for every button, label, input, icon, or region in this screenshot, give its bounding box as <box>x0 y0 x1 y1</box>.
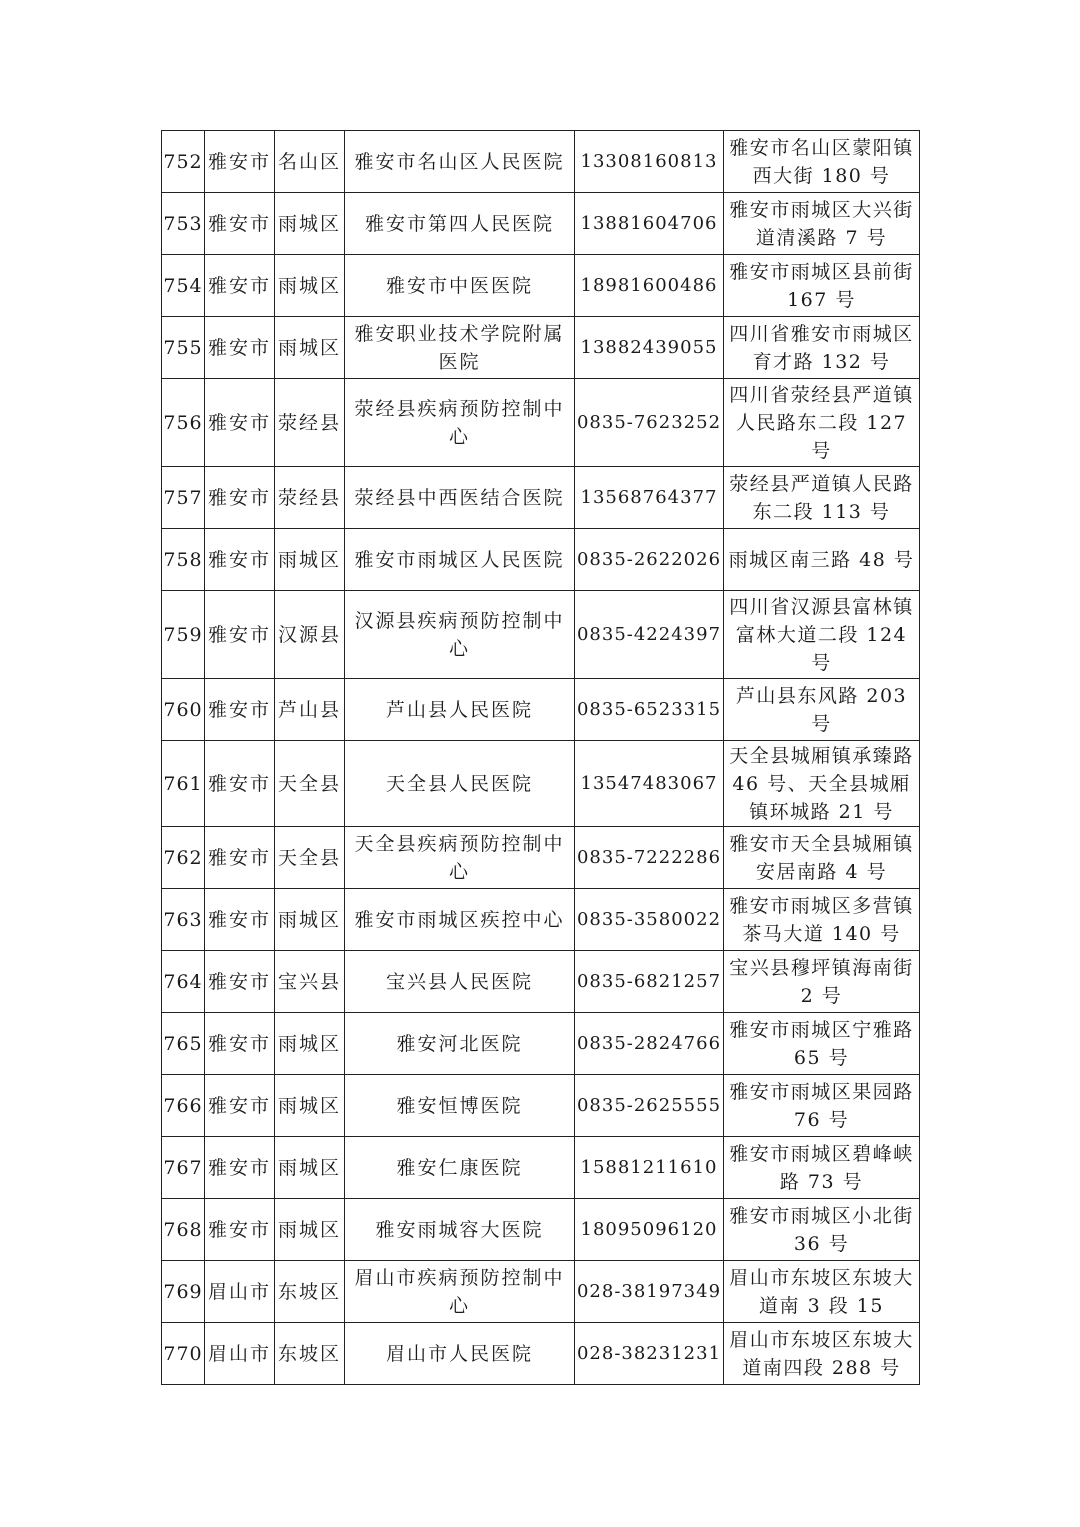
phone-number: 028-38231231 <box>575 1323 724 1385</box>
table-row <box>162 1013 920 1075</box>
table-row <box>162 193 920 255</box>
district-cell: 雨城区 <box>275 1013 345 1075</box>
row-number: 761 <box>162 741 205 827</box>
address-cell: 芦山县东风路 203 号 <box>724 679 920 741</box>
table-row <box>162 679 920 741</box>
institution-name: 眉山市人民医院 <box>345 1323 575 1385</box>
table-row <box>162 1261 920 1323</box>
city-cell: 雅安市 <box>205 679 275 741</box>
district-cell: 宝兴县 <box>275 951 345 1013</box>
phone-number: 13308160813 <box>575 131 724 193</box>
district-cell: 名山区 <box>275 131 345 193</box>
address-cell: 四川省荥经县严道镇人民路东二段 127 号 <box>724 379 920 467</box>
phone-number: 18095096120 <box>575 1199 724 1261</box>
address-cell: 雅安市雨城区县前街 167 号 <box>724 255 920 317</box>
address-cell: 荥经县严道镇人民路东二段 113 号 <box>724 467 920 529</box>
address-cell: 宝兴县穆坪镇海南街 2 号 <box>724 951 920 1013</box>
city-cell: 雅安市 <box>205 1137 275 1199</box>
phone-number: 0835-2625555 <box>575 1075 724 1137</box>
city-cell: 雅安市 <box>205 379 275 467</box>
row-number: 759 <box>162 591 205 679</box>
district-cell: 天全县 <box>275 827 345 889</box>
table-row <box>162 889 920 951</box>
city-cell: 眉山市 <box>205 1261 275 1323</box>
city-cell: 雅安市 <box>205 889 275 951</box>
institution-name: 雅安仁康医院 <box>345 1137 575 1199</box>
table-row <box>162 529 920 591</box>
city-cell: 雅安市 <box>205 529 275 591</box>
district-cell: 荥经县 <box>275 467 345 529</box>
phone-number: 0835-2622026 <box>575 529 724 591</box>
district-cell: 雨城区 <box>275 1075 345 1137</box>
institution-table <box>161 130 920 1385</box>
phone-number: 13547483067 <box>575 741 724 827</box>
phone-number: 0835-3580022 <box>575 889 724 951</box>
district-cell: 雨城区 <box>275 1137 345 1199</box>
row-number: 758 <box>162 529 205 591</box>
institution-name: 眉山市疾病预防控制中心 <box>345 1261 575 1323</box>
address-cell: 雅安市雨城区宁雅路 65 号 <box>724 1013 920 1075</box>
institution-name: 宝兴县人民医院 <box>345 951 575 1013</box>
address-cell: 雅安市雨城区多营镇茶马大道 140 号 <box>724 889 920 951</box>
institution-name: 雅安市雨城区疾控中心 <box>345 889 575 951</box>
table-row <box>162 741 920 827</box>
city-cell: 雅安市 <box>205 317 275 379</box>
city-cell: 雅安市 <box>205 1075 275 1137</box>
institution-name: 雅安市名山区人民医院 <box>345 131 575 193</box>
institution-name: 天全县人民医院 <box>345 741 575 827</box>
row-number: 754 <box>162 255 205 317</box>
row-number: 753 <box>162 193 205 255</box>
district-cell: 雨城区 <box>275 255 345 317</box>
address-cell: 天全县城厢镇承臻路 46 号、天全县城厢镇环城路 21 号 <box>724 741 920 827</box>
phone-number: 0835-6821257 <box>575 951 724 1013</box>
row-number: 762 <box>162 827 205 889</box>
table-row <box>162 379 920 467</box>
city-cell: 雅安市 <box>205 741 275 827</box>
table-row <box>162 1137 920 1199</box>
row-number: 770 <box>162 1323 205 1385</box>
district-cell: 荥经县 <box>275 379 345 467</box>
row-number: 763 <box>162 889 205 951</box>
institution-name: 雅安市第四人民医院 <box>345 193 575 255</box>
row-number: 760 <box>162 679 205 741</box>
row-number: 765 <box>162 1013 205 1075</box>
city-cell: 雅安市 <box>205 131 275 193</box>
table-row <box>162 131 920 193</box>
table-row <box>162 951 920 1013</box>
table-row <box>162 1075 920 1137</box>
phone-number: 028-38197349 <box>575 1261 724 1323</box>
phone-number: 13882439055 <box>575 317 724 379</box>
phone-number: 15881211610 <box>575 1137 724 1199</box>
district-cell: 雨城区 <box>275 317 345 379</box>
phone-number: 0835-2824766 <box>575 1013 724 1075</box>
district-cell: 雨城区 <box>275 889 345 951</box>
institution-name: 天全县疾病预防控制中心 <box>345 827 575 889</box>
table-row <box>162 827 920 889</box>
city-cell: 雅安市 <box>205 1013 275 1075</box>
city-cell: 雅安市 <box>205 467 275 529</box>
address-cell: 雅安市雨城区碧峰峡路 73 号 <box>724 1137 920 1199</box>
row-number: 767 <box>162 1137 205 1199</box>
table-row <box>162 591 920 679</box>
address-cell: 四川省汉源县富林镇富林大道二段 124 号 <box>724 591 920 679</box>
row-number: 764 <box>162 951 205 1013</box>
city-cell: 雅安市 <box>205 591 275 679</box>
city-cell: 雅安市 <box>205 951 275 1013</box>
district-cell: 雨城区 <box>275 529 345 591</box>
institution-name: 雅安市雨城区人民医院 <box>345 529 575 591</box>
phone-number: 0835-6523315 <box>575 679 724 741</box>
institution-name: 荥经县中西医结合医院 <box>345 467 575 529</box>
row-number: 752 <box>162 131 205 193</box>
institution-name: 荥经县疾病预防控制中心 <box>345 379 575 467</box>
address-cell: 雅安市雨城区果园路 76 号 <box>724 1075 920 1137</box>
city-cell: 雅安市 <box>205 827 275 889</box>
address-cell: 眉山市东坡区东坡大道南四段 288 号 <box>724 1323 920 1385</box>
institution-name: 汉源县疾病预防控制中心 <box>345 591 575 679</box>
institution-name: 雅安恒博医院 <box>345 1075 575 1137</box>
institution-name: 雅安职业技术学院附属医院 <box>345 317 575 379</box>
district-cell: 雨城区 <box>275 1199 345 1261</box>
city-cell: 雅安市 <box>205 193 275 255</box>
table-row <box>162 255 920 317</box>
address-cell: 雅安市名山区蒙阳镇西大街 180 号 <box>724 131 920 193</box>
phone-number: 13568764377 <box>575 467 724 529</box>
row-number: 766 <box>162 1075 205 1137</box>
institution-name: 雅安市中医医院 <box>345 255 575 317</box>
row-number: 755 <box>162 317 205 379</box>
district-cell: 芦山县 <box>275 679 345 741</box>
phone-number: 18981600486 <box>575 255 724 317</box>
city-cell: 雅安市 <box>205 1199 275 1261</box>
table-row <box>162 467 920 529</box>
institution-name: 雅安河北医院 <box>345 1013 575 1075</box>
address-cell: 雅安市雨城区大兴街道清溪路 7 号 <box>724 193 920 255</box>
district-cell: 东坡区 <box>275 1261 345 1323</box>
row-number: 768 <box>162 1199 205 1261</box>
district-cell: 雨城区 <box>275 193 345 255</box>
city-cell: 雅安市 <box>205 255 275 317</box>
address-cell: 四川省雅安市雨城区育才路 132 号 <box>724 317 920 379</box>
row-number: 756 <box>162 379 205 467</box>
institution-table-body <box>162 131 920 1385</box>
phone-number: 0835-4224397 <box>575 591 724 679</box>
district-cell: 天全县 <box>275 741 345 827</box>
city-cell: 眉山市 <box>205 1323 275 1385</box>
address-cell: 眉山市东坡区东坡大道南 3 段 15 <box>724 1261 920 1323</box>
institution-name: 芦山县人民医院 <box>345 679 575 741</box>
row-number: 757 <box>162 467 205 529</box>
district-cell: 汉源县 <box>275 591 345 679</box>
phone-number: 13881604706 <box>575 193 724 255</box>
table-row <box>162 1323 920 1385</box>
row-number: 769 <box>162 1261 205 1323</box>
district-cell: 东坡区 <box>275 1323 345 1385</box>
phone-number: 0835-7623252 <box>575 379 724 467</box>
phone-number: 0835-7222286 <box>575 827 724 889</box>
table-row <box>162 1199 920 1261</box>
institution-name: 雅安雨城容大医院 <box>345 1199 575 1261</box>
address-cell: 雅安市天全县城厢镇安居南路 4 号 <box>724 827 920 889</box>
address-cell: 雅安市雨城区小北街 36 号 <box>724 1199 920 1261</box>
address-cell: 雨城区南三路 48 号 <box>724 529 920 591</box>
table-row <box>162 317 920 379</box>
